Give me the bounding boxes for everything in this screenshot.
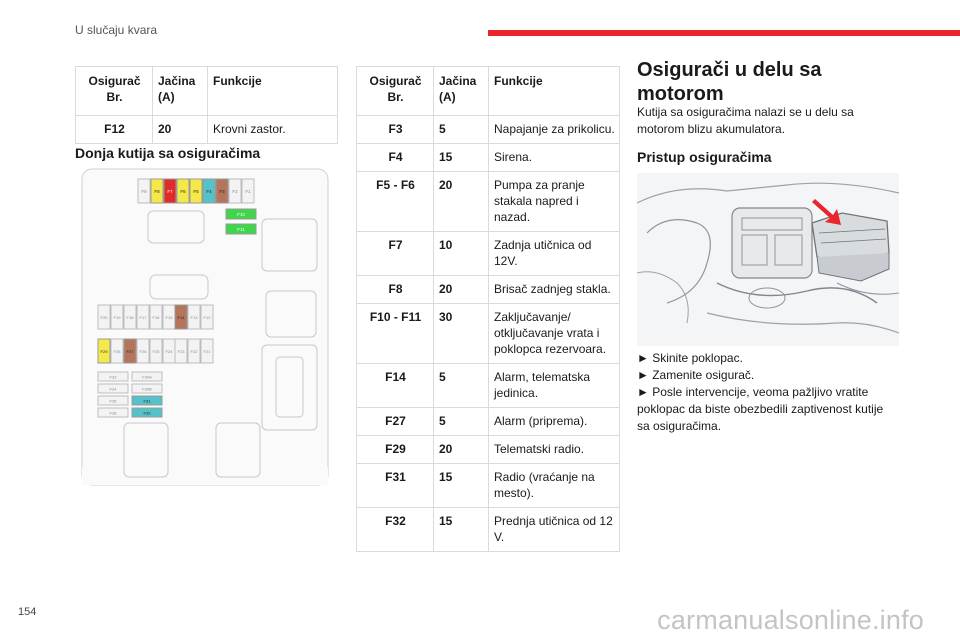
col-header-fuse: Osigurač Br.: [357, 67, 434, 116]
fuse-f3-label: F3: [219, 189, 225, 194]
fuse-f15-label: F15: [165, 315, 173, 320]
fuse-f4-label: F4: [206, 189, 212, 194]
fuse-f6-label: F6: [180, 189, 186, 194]
cell-amperage: 20: [434, 276, 489, 304]
page-number: 154: [18, 606, 37, 618]
cell-fuse: F3: [357, 116, 434, 144]
fuse-f1-label: F1: [245, 189, 251, 194]
col-header-functions: Funkcije: [489, 67, 620, 116]
cell-amperage: 30: [434, 304, 489, 364]
fuse-f8-label: F8: [154, 189, 160, 194]
fuse-f22-label: F22: [190, 349, 198, 354]
table-row: [357, 144, 620, 172]
cell-function: Sirena.: [489, 144, 620, 172]
fuse-f10-label: F10: [237, 212, 245, 217]
table-row: [357, 364, 620, 408]
engine-fuses-title: Osigurači u delu sa motorom: [637, 59, 822, 105]
cell-function: Alarm (priprema).: [489, 408, 620, 436]
cell-amperage: 15: [434, 508, 489, 552]
fuse-f14-label: F14: [177, 315, 185, 320]
table-header-row: [357, 67, 620, 116]
cell-amperage: 5: [434, 116, 489, 144]
fuse-f20-label: F20: [100, 315, 108, 320]
fuse-f7-label: F7: [167, 189, 173, 194]
cell-function: Telematski radio.: [489, 436, 620, 464]
cell-fuse: F10 - F11: [357, 304, 434, 364]
access-steps: [637, 350, 899, 435]
cell-function: Zaključavanje/ otključavanje vrata i poklopca rezervoara.: [489, 304, 620, 364]
lower-fusebox-diagram: [80, 167, 330, 489]
fuse-f23-label: F23: [177, 349, 185, 354]
table-row: [357, 464, 620, 508]
fuse-f30a-label: F30A: [142, 374, 152, 380]
cell-amperage: 20: [153, 116, 208, 144]
watermark: carmanualsonline.info: [657, 605, 924, 635]
cell-function: Pumpa za pranje stakala napred i nazad.: [489, 172, 620, 232]
cell-function: Alarm, telematska jedinica.: [489, 364, 620, 408]
col-header-fuse: Osigurač Br.: [76, 67, 153, 116]
fuse-f31-label: F31: [143, 398, 151, 404]
cell-fuse: F4: [357, 144, 434, 172]
fuse-f11-label: F11: [237, 227, 245, 232]
cell-amperage: 5: [434, 408, 489, 436]
table-row: [357, 436, 620, 464]
col-header-functions: Funkcije: [208, 67, 338, 116]
cell-function: Prednja utičnica od 12 V.: [489, 508, 620, 552]
fuse-f25-label: F25: [152, 349, 160, 354]
engine-fuses-intro: Kutija sa osiguračima nalazi se u delu sa motorom blizu akumulatora.: [637, 105, 854, 136]
fuse-f24b-label: F24: [109, 386, 117, 392]
cell-amperage: 10: [434, 232, 489, 276]
access-title: Pristup osiguračima: [637, 149, 772, 165]
fuse-f26-label: F26: [139, 349, 147, 354]
step-remove-cover: ► Skinite poklopac.: [637, 351, 743, 365]
cell-fuse: F5 - F6: [357, 172, 434, 232]
fuse-f12-label: F12: [203, 315, 211, 320]
table-row: [357, 172, 620, 232]
cell-function: Napajanje za prikolicu.: [489, 116, 620, 144]
fuse-f13-label: F13: [190, 315, 198, 320]
fuse-f28-label: F28: [113, 349, 121, 354]
table-row: [76, 116, 338, 144]
cell-amperage: 15: [434, 464, 489, 508]
header-accent-bar: [488, 30, 960, 36]
fuse-f5-label: F5: [193, 189, 199, 194]
fuse-table-top: [75, 66, 338, 144]
col-header-amperage: Jačina (A): [434, 67, 489, 116]
fuse-f9-label: F9: [141, 189, 147, 194]
step-refit-cover: ► Posle intervencije, veoma pažljivo vratite poklopac da biste obezbedili zaptivenost kutije sa osiguračima.: [637, 385, 884, 433]
cell-fuse: F8: [357, 276, 434, 304]
table-row: [357, 304, 620, 364]
cell-fuse: F27: [357, 408, 434, 436]
cell-amperage: 20: [434, 172, 489, 232]
fuse-f35-label: F35: [109, 398, 117, 404]
table-row: [357, 116, 620, 144]
cell-amperage: 15: [434, 144, 489, 172]
fuse-f27-label: F27: [126, 349, 134, 354]
cell-function: Zadnja utičnica od 12V.: [489, 232, 620, 276]
fuse-f16-label: F16: [152, 315, 160, 320]
lower-box-title: Donja kutija sa osiguračima: [75, 145, 261, 161]
table-header-row: [76, 67, 338, 116]
step-replace-fuse: ► Zamenite osigurač.: [637, 368, 755, 382]
running-header: U slučaju kvara: [75, 23, 158, 37]
cell-function: Krovni zastor.: [208, 116, 338, 144]
cell-fuse: F32: [357, 508, 434, 552]
table-row: [357, 408, 620, 436]
fuse-f18-label: F18: [126, 315, 134, 320]
fuse-f19-label: F19: [113, 315, 121, 320]
cell-fuse: F29: [357, 436, 434, 464]
fuse-f36-label: F36: [109, 410, 117, 416]
cell-fuse: F7: [357, 232, 434, 276]
cell-fuse: F31: [357, 464, 434, 508]
cell-amperage: 5: [434, 364, 489, 408]
fuse-f2-label: F2: [232, 189, 238, 194]
fuse-table-main: [356, 66, 620, 552]
cell-function: Brisač zadnjeg stakla.: [489, 276, 620, 304]
fuse-f24-label: F24: [165, 349, 173, 354]
fuse-f32-label: F32: [143, 410, 151, 416]
cell-fuse: F14: [357, 364, 434, 408]
table-row: [357, 232, 620, 276]
cell-fuse: F12: [76, 116, 153, 144]
fuse-f17-label: F17: [139, 315, 147, 320]
fuse-f30b-label: F30B: [142, 386, 152, 392]
table-row: [357, 508, 620, 552]
fuse-f33-label: F33: [109, 374, 117, 380]
col-header-amperage: Jačina (A): [153, 67, 208, 116]
table-row: [357, 276, 620, 304]
fuse-f29-label: F29: [100, 349, 108, 354]
fuse-f21-label: F21: [203, 349, 211, 354]
cell-amperage: 20: [434, 436, 489, 464]
cell-function: Radio (vraćanje na mesto).: [489, 464, 620, 508]
engine-bay-illustration: [637, 173, 899, 346]
